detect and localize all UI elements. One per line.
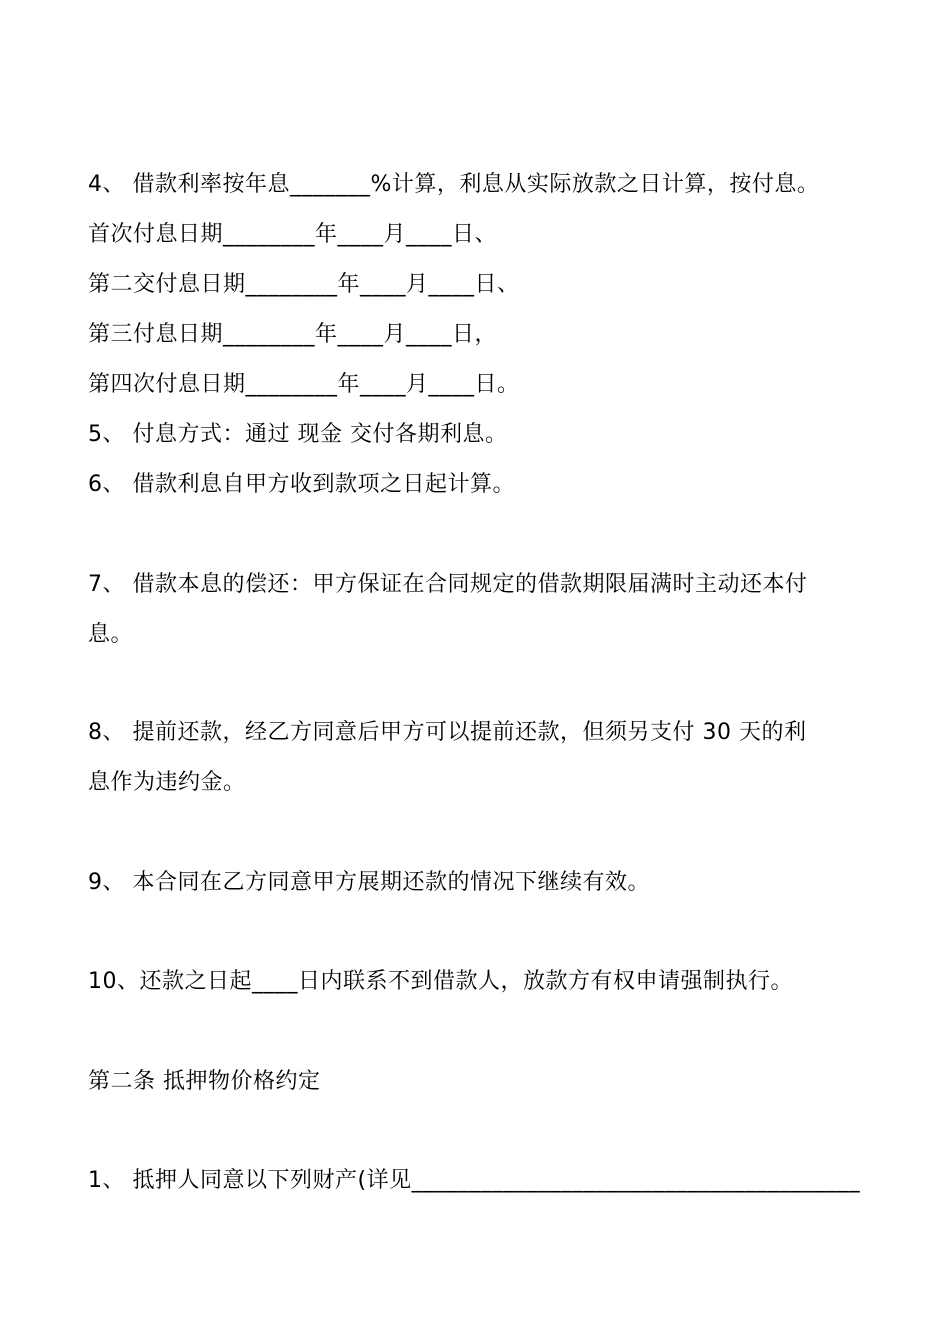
clause-7-repayment-line1: 7、 借款本息的偿还：甲方保证在合同规定的借款期限届满时主动还本付 [88,572,808,597]
fourth-interest-date: 第四次付息日期________年____月____日。 [88,372,520,397]
second-interest-date: 第二交付息日期________年____月____日、 [88,272,520,297]
clause-8-early-repayment-line1: 8、 提前还款，经乙方同意后甲方可以提前还款，但须另支付 30 天的利 [88,720,807,745]
first-interest-date: 首次付息日期________年____月____日、 [88,222,498,247]
clause-7-repayment-line2: 息。 [88,622,134,647]
clause-10-enforcement: 10、还款之日起____日内联系不到借款人，放款方有权申请强制执行。 [88,969,793,994]
clause-8-early-repayment-line2: 息作为违约金。 [88,770,246,795]
clause-5-payment-method: 5、 付息方式：通过 现金 交付各期利息。 [88,422,508,447]
clause-9-extension: 9、 本合同在乙方同意甲方展期还款的情况下继续有效。 [88,870,650,895]
clause-6-interest-start: 6、 借款利息自甲方收到款项之日起计算。 [88,472,515,497]
third-interest-date: 第三付息日期________年____月____日， [88,322,498,347]
article-2-heading: 第二条 抵押物价格约定 [88,1069,321,1094]
clause-4-interest-rate: 4、 借款利率按年息_______%计算，利息从实际放款之日计算，按付息。 [88,172,820,197]
article-2-clause-1: 1、 抵押人同意以下列财产(详见_______________________________________ [88,1168,861,1193]
